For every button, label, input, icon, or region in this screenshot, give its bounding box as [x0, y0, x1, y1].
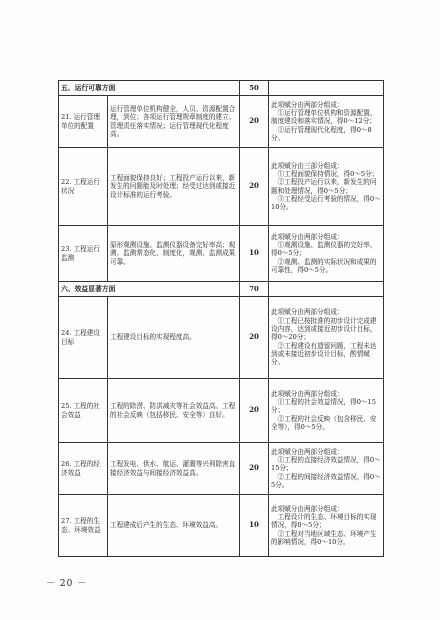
- table-row: [59, 379, 384, 443]
- item-name: 22. 工程运行状况: [59, 148, 108, 226]
- item-scoring-rules: [269, 495, 384, 557]
- section-title: 五、运行可靠方面: [59, 81, 240, 96]
- rule-line: ③工程经受运行考验的情况，得0～10分。: [271, 194, 381, 212]
- item-scoring-rules: [269, 96, 384, 148]
- rule-line: ①工程的直接经济效益情况，得0～15分；: [271, 456, 381, 473]
- item-criteria: 运行管理单位机构健全，人员、资源配置合理，到位；各项运行管理规章制度的建立、管理责任落实情况；运行管理现代化程度高。: [108, 96, 240, 148]
- rule-line: 此项赋分由两部分组成：: [271, 232, 344, 241]
- item-criteria: 工程的除涝、防洪减灾等社会效益高。工程的社会反映（包括移民、安全等）良好。: [108, 379, 240, 443]
- item-points: 20: [240, 379, 269, 443]
- rule-line: ①工程已按批准的初步设计完成建设内容，达到或接近初步设计目标，得0～20分；: [271, 316, 377, 342]
- item-name: 27. 工程的生态、环境效益: [59, 495, 108, 557]
- rule-line: 此项赋分由两部分组成：: [271, 389, 344, 398]
- item-name: 26. 工程的经济效益: [59, 443, 108, 495]
- item-points: 10: [240, 226, 269, 282]
- rule-line: 此项赋分由两部分组成：: [271, 504, 344, 513]
- rule-line: ①工程的社会效益情况，得0～15分；: [271, 398, 376, 415]
- section-points: 70: [240, 282, 269, 297]
- item-points: 20: [240, 96, 269, 148]
- table-row: [59, 297, 384, 379]
- item-criteria: 工程建成后产生的生态、环境效益高。: [108, 495, 240, 557]
- item-points: 20: [240, 148, 269, 226]
- rule-line: ②工程的社会反映（包含移民、安全等），得0～5分。: [271, 414, 377, 431]
- item-scoring-rules: [269, 443, 384, 495]
- item-scoring-rules: [269, 226, 384, 282]
- item-points: 20: [240, 297, 269, 379]
- rule-line: ②观测、监测的实际状况和成果的可靠性，得0～5分。: [271, 257, 377, 274]
- item-name: 21. 运行管理单位的配置: [59, 96, 108, 148]
- item-scoring-rules: [269, 297, 384, 379]
- rule-line: ②工程投产运行以来，新发生的问题和处理情况，得0～5分；: [271, 178, 377, 195]
- item-criteria: 工程建设目标的实现程度高。: [108, 297, 240, 379]
- table-row: [59, 495, 384, 557]
- item-points: 10: [240, 495, 269, 557]
- table-row: [59, 148, 384, 226]
- section-title: 六、效益显著方面: [59, 282, 240, 297]
- table-row: [59, 443, 384, 495]
- item-name: 25. 工程的社会效益: [59, 379, 108, 443]
- rule-line: ①观测设施、监测仪器的完好率，得0～5分；: [271, 241, 377, 258]
- section-empty-cell: [269, 81, 384, 96]
- rule-line: 此项赋分由三部分组成：: [271, 161, 344, 170]
- section-points: 50: [240, 81, 269, 96]
- item-scoring-rules: [269, 148, 384, 226]
- rule-line: ②运行管理现代化程度，得0～8分。: [271, 125, 372, 142]
- rule-line: ②工程建设有遗留问题，工程未达到或未接近初步设计目标，酌情赋分。: [271, 341, 377, 367]
- table-row: [59, 226, 384, 282]
- section-header-operation: [59, 81, 384, 96]
- item-criteria: 原形观测设施、监测仪器设备完好率高；观测、监测常态化、制度化，观测、监测成果可靠。: [108, 226, 240, 282]
- evaluation-table: [58, 80, 384, 557]
- rule-line: 此项赋分由两部分组成：: [271, 100, 344, 109]
- table-row: [59, 96, 384, 148]
- rule-line: 此项赋分由两部分组成：: [271, 308, 344, 317]
- item-points: 20: [240, 443, 269, 495]
- item-criteria: 工程发电、供水、航运、灌溉等兴利除害直接经济效益与间接经济效益高。: [108, 443, 240, 495]
- item-criteria: 工程面貌保持良好；工程投产运行以来，新发生的问题能及时处理；经受过达到或接近设计标准的运行考验。: [108, 148, 240, 226]
- rule-line: ②工程的间接经济效益情况，得0～5分。: [271, 472, 381, 489]
- item-name: 24. 工程建设目标: [59, 297, 108, 379]
- rule-line: 工程设计的生态、环境目标的实现情况，得0～5分；: [271, 513, 377, 530]
- item-name: 23. 工程运行监测: [59, 226, 108, 282]
- rule-line: ①工程面貌保持情况，得0～5分；: [277, 169, 379, 178]
- item-scoring-rules: [269, 379, 384, 443]
- section-empty-cell: [269, 282, 384, 297]
- section-header-benefit: [59, 282, 384, 297]
- rule-line: 此项赋分由两部分组成：: [271, 447, 344, 456]
- rule-line: ①运行管理单位机构和资源配置、制度建设和落实情况，得0～12分；: [271, 109, 377, 126]
- rule-line: ②工程对当地区域生态、环境产生的影响情况，得0～10分。: [271, 529, 377, 546]
- page-number: － 20 －: [46, 579, 88, 589]
